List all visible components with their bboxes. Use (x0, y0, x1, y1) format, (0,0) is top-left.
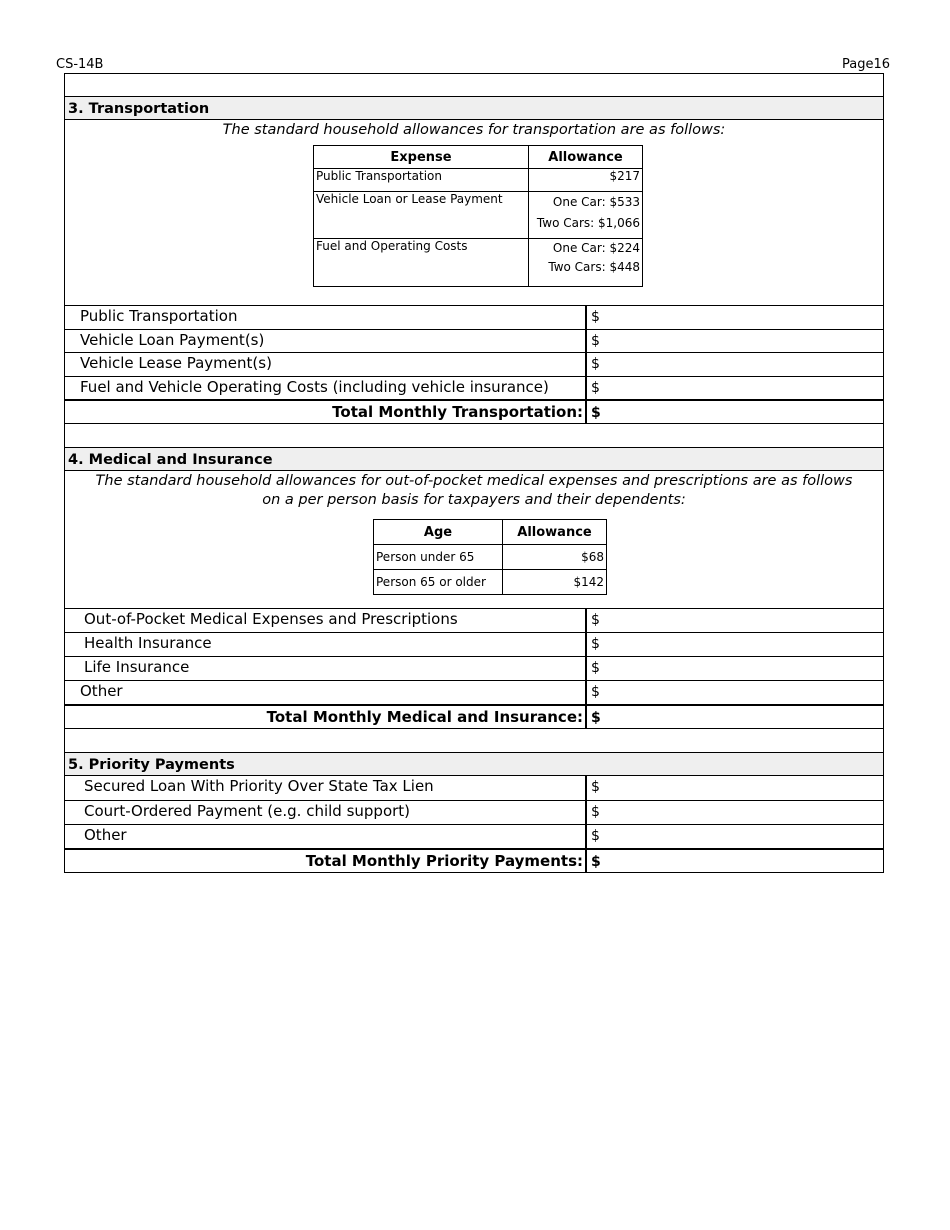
total-label: Total Monthly Medical and Insurance: (266, 708, 583, 726)
entry-label: Fuel and Vehicle Operating Costs (including vehicle insurance) (80, 378, 549, 396)
medical-other-amount-field[interactable]: $ (585, 681, 883, 704)
table-header-row (374, 520, 607, 545)
total-transportation-row (65, 399, 883, 424)
table-row (314, 192, 643, 239)
medical-description-line1: The standard household allowances for out-of-pocket medical expenses and prescriptions are as follows (95, 473, 853, 489)
expense-cell: Vehicle Loan or Lease Payment (314, 192, 529, 239)
allowance-cell: $217 (529, 169, 643, 192)
column-header: Allowance (503, 520, 607, 545)
vehicle-loan-amount-field[interactable]: $ (585, 330, 883, 352)
spacer-row (65, 73, 883, 96)
allowance-two-cars: Two Cars: $1,066 (536, 216, 640, 230)
entry-label: Secured Loan With Priority Over State Tax Lien (84, 777, 434, 795)
entry-label: Court-Ordered Payment (e.g. child support) (84, 802, 411, 820)
allowance-one-car: One Car: $224 (552, 241, 640, 255)
total-transportation-field[interactable]: $ (585, 399, 883, 423)
entry-health-insurance (65, 632, 883, 656)
secured-loan-amount-field[interactable]: $ (585, 776, 883, 800)
out-of-pocket-medical-amount-field[interactable]: $ (585, 609, 883, 632)
entry-court-ordered (65, 800, 883, 824)
age-cell: Person 65 or older (374, 570, 503, 595)
expense-cell: Public Transportation (314, 169, 529, 192)
total-label: Total Monthly Priority Payments: (305, 852, 583, 870)
medical-description-line2: on a per person basis for taxpayers and their dependents: (262, 492, 686, 508)
column-header: Allowance (529, 146, 643, 169)
fuel-operating-amount-field[interactable]: $ (585, 377, 883, 399)
table-row (374, 570, 607, 595)
court-ordered-amount-field[interactable]: $ (585, 801, 883, 824)
total-priority-row (65, 848, 883, 873)
total-label: Total Monthly Transportation: (332, 403, 583, 421)
table-row (374, 545, 607, 570)
medical-allowance-info (65, 471, 883, 608)
entry-out-of-pocket-medical (65, 608, 883, 632)
expense-form (64, 73, 884, 873)
entry-label: Other (80, 682, 123, 700)
allowance-cell (529, 239, 643, 287)
allowance-one-car: One Car: $533 (552, 195, 640, 209)
age-cell: Person under 65 (374, 545, 503, 570)
table-row (314, 239, 643, 287)
entry-vehicle-loan (65, 329, 883, 352)
vehicle-lease-amount-field[interactable]: $ (585, 353, 883, 376)
expense-cell: Fuel and Operating Costs (314, 239, 529, 287)
health-insurance-amount-field[interactable]: $ (585, 633, 883, 656)
entry-label: Public Transportation (80, 307, 238, 325)
page-header (56, 57, 890, 72)
spacer-row (65, 424, 883, 447)
form-id: CS-14B (56, 57, 104, 72)
entry-secured-loan (65, 776, 883, 800)
entry-fuel-operating (65, 376, 883, 399)
allowance-two-cars: Two Cars: $448 (548, 260, 640, 274)
column-header: Expense (314, 146, 529, 169)
allowance-cell (529, 192, 643, 239)
life-insurance-amount-field[interactable]: $ (585, 657, 883, 680)
section-priority-title: 5. Priority Payments (65, 752, 883, 776)
table-row (314, 169, 643, 192)
total-medical-field[interactable]: $ (585, 704, 883, 728)
entry-label: Health Insurance (84, 634, 212, 652)
entry-label: Vehicle Loan Payment(s) (80, 331, 265, 349)
entry-life-insurance (65, 656, 883, 680)
entry-label: Other (84, 826, 127, 844)
entry-public-transportation (65, 305, 883, 329)
medical-allowance-table (373, 519, 607, 595)
entry-label: Out-of-Pocket Medical Expenses and Prescriptions (84, 610, 458, 628)
transportation-allowance-info (65, 120, 883, 305)
allowance-cell: $142 (503, 570, 607, 595)
entry-label: Life Insurance (84, 658, 190, 676)
transportation-allowance-table (313, 145, 643, 287)
section-medical-title: 4. Medical and Insurance (65, 447, 883, 471)
section-transportation-title: 3. Transportation (65, 96, 883, 120)
medical-description (65, 471, 883, 510)
table-header-row (314, 146, 643, 169)
column-header: Age (374, 520, 503, 545)
priority-other-amount-field[interactable]: $ (585, 825, 883, 848)
entry-medical-other (65, 680, 883, 704)
spacer-row (65, 729, 883, 752)
transportation-description: The standard household allowances for transportation are as follows: (222, 122, 726, 138)
entry-priority-other (65, 824, 883, 848)
entry-vehicle-lease (65, 352, 883, 376)
page-number: Page16 (841, 57, 890, 72)
allowance-cell: $68 (503, 545, 607, 570)
total-medical-row (65, 704, 883, 729)
total-priority-field[interactable]: $ (585, 848, 883, 872)
entry-label: Vehicle Lease Payment(s) (80, 354, 272, 372)
public-transportation-amount-field[interactable]: $ (585, 306, 883, 329)
